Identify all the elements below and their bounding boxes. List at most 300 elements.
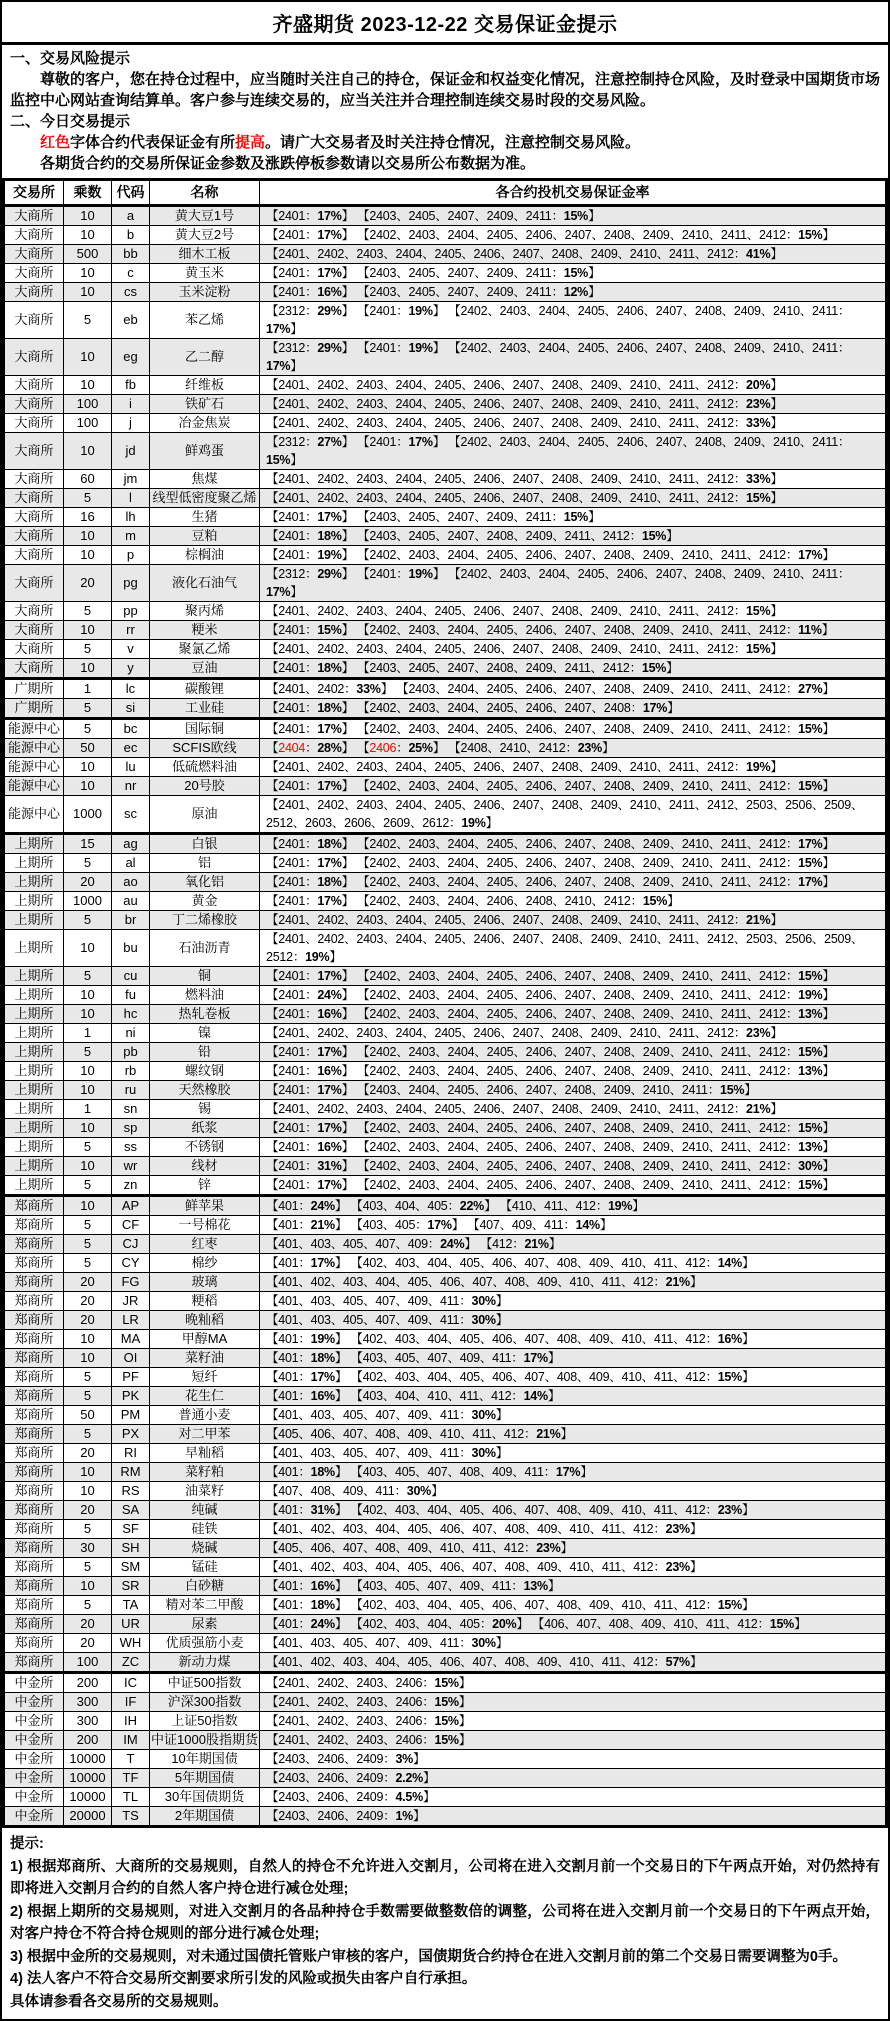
cell-multiplier: 60 (64, 470, 112, 489)
note-item-4: 4) 法人客户不符合交易所交割要求所引发的风险或损失由客户自行承担。 (10, 1971, 477, 1987)
cell-margin-rates: 【401：24%】 【402、403、404、405：20%】 【406、407、408、409、410、411、412：15%】 (260, 1615, 887, 1634)
cell-code: p (112, 546, 150, 565)
cell-margin-rates: 【2312：29%】 【2401：19%】 【2402、2403、2404、2405、2406、2407、2408、2409、2410、2411：17%】 (260, 302, 887, 339)
cell-exchange: 上期所 (4, 1081, 64, 1100)
cell-name: 聚氯乙烯 (150, 640, 260, 659)
cell-margin-rates: 【2401：17%】 【2403、2405、2407、2409、2411：15%】 (260, 508, 887, 527)
cell-name: 普通小麦 (150, 1406, 260, 1425)
cell-name: 新动力煤 (150, 1653, 260, 1673)
cell-exchange: 郑商所 (4, 1216, 64, 1235)
cell-code: AP (112, 1196, 150, 1216)
cell-name: 沪深300指数 (150, 1693, 260, 1712)
cell-multiplier: 50 (64, 1406, 112, 1425)
cell-name: 纯碱 (150, 1501, 260, 1520)
raised-margin-contract: 2404 (278, 741, 306, 755)
cell-multiplier: 10 (64, 1081, 112, 1100)
cell-margin-rates: 【2401：16%】 【2402、2403、2404、2405、2406、2407、2408、2409、2410、2411、2412：13%】 (260, 1005, 887, 1024)
cell-multiplier: 16 (64, 508, 112, 527)
cell-exchange: 上期所 (4, 1176, 64, 1196)
cell-code: nr (112, 777, 150, 796)
cell-exchange: 中金所 (4, 1769, 64, 1788)
table-row (4, 1615, 887, 1634)
table-row (4, 1157, 887, 1176)
table-row (4, 796, 887, 834)
cell-name: 聚丙烯 (150, 602, 260, 621)
cell-exchange: 郑商所 (4, 1501, 64, 1520)
cell-exchange: 大商所 (4, 433, 64, 470)
cell-code: rb (112, 1062, 150, 1081)
cell-name: 30年国债期货 (150, 1788, 260, 1807)
cell-multiplier: 20 (64, 565, 112, 602)
cell-margin-rates: 【401：17%】 【402、403、404、405、406、407、408、409、410、411、412：15%】 (260, 1368, 887, 1387)
cell-multiplier: 100 (64, 395, 112, 414)
cell-code: a (112, 206, 150, 226)
table-row (4, 1482, 887, 1501)
table-row (4, 1807, 887, 1827)
cell-margin-rates: 【2401：18%】 【2402、2403、2404、2405、2406、2407、2408：17%】 (260, 699, 887, 719)
cell-margin-rates: 【2401：18%】 【2402、2403、2404、2405、2406、2407、2408、2409、2410、2411、2412：17%】 (260, 834, 887, 854)
table-row (4, 1634, 887, 1653)
cell-multiplier: 10 (64, 1482, 112, 1501)
table-row (4, 433, 887, 470)
cell-code: TL (112, 1788, 150, 1807)
cell-code: ao (112, 873, 150, 892)
cell-multiplier: 300 (64, 1712, 112, 1731)
table-row (4, 1731, 887, 1750)
cell-exchange: 郑商所 (4, 1653, 64, 1673)
cell-code: pb (112, 1043, 150, 1062)
cell-name: 铝 (150, 854, 260, 873)
table-row (4, 1330, 887, 1349)
cell-code: WH (112, 1634, 150, 1653)
cell-margin-rates: 【401：18%】 【402、403、404、405、406、407、408、409、410、411、412：15%】 (260, 1596, 887, 1615)
cell-multiplier: 10 (64, 1005, 112, 1024)
cell-name: 棉纱 (150, 1254, 260, 1273)
cell-multiplier: 10 (64, 283, 112, 302)
cell-exchange: 上期所 (4, 873, 64, 892)
cell-margin-rates: 【401：24%】 【403、404、405：22%】 【410、411、412：19%】 (260, 1196, 887, 1216)
col-header-name: 名称 (150, 180, 260, 206)
table-row (4, 302, 887, 339)
cell-exchange: 大商所 (4, 546, 64, 565)
cell-multiplier: 5 (64, 1138, 112, 1157)
cell-exchange: 大商所 (4, 602, 64, 621)
cell-multiplier: 10 (64, 376, 112, 395)
cell-multiplier: 10 (64, 1062, 112, 1081)
cell-exchange: 郑商所 (4, 1196, 64, 1216)
cell-code: cs (112, 283, 150, 302)
cell-margin-rates: 【401：21%】 【403、405：17%】 【407、409、411：14%】 (260, 1216, 887, 1235)
cell-margin-rates: 【401、402、403、404、405、406、407、408、409、410、411、412：57%】 (260, 1653, 887, 1673)
table-row (4, 1693, 887, 1712)
table-row (4, 527, 887, 546)
cell-multiplier: 5 (64, 489, 112, 508)
cell-code: lc (112, 679, 150, 699)
cell-margin-rates: 【2401：18%】 【2402、2403、2404、2405、2406、2407、2408、2409、2410、2411、2412：17%】 (260, 873, 887, 892)
cell-code: bb (112, 245, 150, 264)
cell-multiplier: 20 (64, 873, 112, 892)
cell-exchange: 中金所 (4, 1731, 64, 1750)
cell-name: 精对苯二甲酸 (150, 1596, 260, 1615)
cell-name: 晚籼稻 (150, 1311, 260, 1330)
cell-code: SM (112, 1558, 150, 1577)
table-row (4, 640, 887, 659)
cell-exchange: 能源中心 (4, 719, 64, 739)
table-row (4, 1501, 887, 1520)
table-row (4, 621, 887, 640)
cell-exchange: 郑商所 (4, 1539, 64, 1558)
notes-tail: 具体请参看各交易所的交易规则。 (10, 1993, 228, 2010)
table-row (4, 1387, 887, 1406)
cell-name: 优质强筋小麦 (150, 1634, 260, 1653)
table-row (4, 911, 887, 930)
cell-exchange: 中金所 (4, 1673, 64, 1693)
cell-name: 尿素 (150, 1615, 260, 1634)
cell-name: 鲜苹果 (150, 1196, 260, 1216)
cell-code: zn (112, 1176, 150, 1196)
cell-margin-rates: 【407、408、409、411：30%】 (260, 1482, 887, 1501)
cell-name: 一号棉花 (150, 1216, 260, 1235)
cell-code: IH (112, 1712, 150, 1731)
table-row (4, 602, 887, 621)
cell-margin-rates: 【2401、2402、2403、2404、2405、2406、2407、2408、2409、2410、2411、2412：19%】 (260, 758, 887, 777)
cell-code: PX (112, 1425, 150, 1444)
cell-multiplier: 300 (64, 1693, 112, 1712)
cell-exchange: 上期所 (4, 986, 64, 1005)
cell-multiplier: 5 (64, 699, 112, 719)
cell-margin-rates: 【2312：27%】 【2401：17%】 【2402、2403、2404、2405、2406、2407、2408、2409、2410、2411：15%】 (260, 433, 887, 470)
cell-name: 白银 (150, 834, 260, 854)
cell-margin-rates: 【2401、2402、2403、2406：15%】 (260, 1693, 887, 1712)
risk-section-heading: 一、交易风险提示 (10, 50, 131, 67)
cell-multiplier: 5 (64, 1176, 112, 1196)
cell-multiplier: 100 (64, 414, 112, 433)
cell-exchange: 中金所 (4, 1750, 64, 1769)
cell-name: 生猪 (150, 508, 260, 527)
table-row (4, 1254, 887, 1273)
cell-exchange: 上期所 (4, 1157, 64, 1176)
cell-margin-rates: 【401：16%】 【403、404、410、411、412：14%】 (260, 1387, 887, 1406)
cell-name: 燃料油 (150, 986, 260, 1005)
table-row (4, 1444, 887, 1463)
cell-code: LR (112, 1311, 150, 1330)
intro-section (2, 45, 888, 178)
cell-exchange: 大商所 (4, 264, 64, 283)
cell-margin-rates: 【2401：17%】 【2402、2403、2404、2405、2406、2407、2408、2409、2410、2411、2412：15%】 (260, 967, 887, 986)
cell-exchange: 大商所 (4, 339, 64, 376)
table-row (4, 226, 887, 245)
cell-code: OI (112, 1349, 150, 1368)
cell-exchange: 郑商所 (4, 1634, 64, 1653)
cell-margin-rates: 【2401、2402、2403、2404、2405、2406、2407、2408、2409、2410、2411、2412：33%】 (260, 470, 887, 489)
table-row (4, 1100, 887, 1119)
cell-exchange: 上期所 (4, 911, 64, 930)
table-row (4, 395, 887, 414)
cell-code: lh (112, 508, 150, 527)
cell-exchange: 郑商所 (4, 1577, 64, 1596)
cell-name: 不锈钢 (150, 1138, 260, 1157)
cell-exchange: 上期所 (4, 1119, 64, 1138)
cell-multiplier: 20000 (64, 1807, 112, 1827)
cell-name: 螺纹钢 (150, 1062, 260, 1081)
cell-code: sn (112, 1100, 150, 1119)
cell-margin-rates: 【401、402、403、404、405、406、407、408、409、410、411、412：23%】 (260, 1558, 887, 1577)
cell-exchange: 大商所 (4, 527, 64, 546)
cell-code: si (112, 699, 150, 719)
cell-exchange: 郑商所 (4, 1406, 64, 1425)
table-row (4, 699, 887, 719)
cell-multiplier: 10 (64, 1330, 112, 1349)
table-row (4, 1311, 887, 1330)
cell-name: 白砂糖 (150, 1577, 260, 1596)
cell-multiplier: 10 (64, 1577, 112, 1596)
cell-code: RM (112, 1463, 150, 1482)
cell-exchange: 郑商所 (4, 1273, 64, 1292)
cell-margin-rates: 【2401：31%】 【2402、2403、2404、2405、2406、2407、2408、2409、2410、2411、2412：30%】 (260, 1157, 887, 1176)
cell-margin-rates: 【401、403、405、407、409、411：30%】 (260, 1444, 887, 1463)
cell-margin-rates: 【2401、2402、2403、2404、2405、2406、2407、2408、2409、2410、2411、2412：20%】 (260, 376, 887, 395)
cell-exchange: 郑商所 (4, 1520, 64, 1539)
cell-multiplier: 10 (64, 1349, 112, 1368)
cell-margin-rates: 【2401：24%】 【2402、2403、2404、2405、2406、2407、2408、2409、2410、2411、2412：19%】 (260, 986, 887, 1005)
table-row (4, 739, 887, 758)
cell-code: bu (112, 930, 150, 967)
cell-margin-rates: 【2401：16%】 【2403、2405、2407、2409、2411：12%】 (260, 283, 887, 302)
page-title: 齐盛期货 2023-12-22 交易保证金提示 (2, 2, 888, 45)
col-header-margin-rates: 各合约投机交易保证金率 (260, 180, 887, 206)
cell-margin-rates: 【2312：29%】 【2401：19%】 【2402、2403、2404、2405、2406、2407、2408、2409、2410、2411：17%】 (260, 339, 887, 376)
risk-paragraph: 尊敬的客户，您在持仓过程中，应当随时关注自己的持仓，保证金和权益变化情况，注意控制持仓风险，及时登录中国期货市场监控中心网站查询结算单。客户参与连续交易的，应当关注并合理控制连续交易时段的交易风险。 (10, 71, 881, 109)
cell-multiplier: 10 (64, 621, 112, 640)
cell-code: pp (112, 602, 150, 621)
cell-code: ec (112, 739, 150, 758)
table-row (4, 264, 887, 283)
cell-name: 玉米淀粉 (150, 283, 260, 302)
cell-exchange: 郑商所 (4, 1235, 64, 1254)
cell-margin-rates: 【401：19%】 【402、403、404、405、406、407、408、409、410、411、412：16%】 (260, 1330, 887, 1349)
cell-code: hc (112, 1005, 150, 1024)
cell-margin-rates: 【2401：17%】 【2402、2403、2404、2405、2406、2407、2408、2409、2410、2411、2412：15%】 (260, 854, 887, 873)
cell-multiplier: 200 (64, 1731, 112, 1750)
cell-margin-rates: 【401、402、403、404、405、406、407、408、409、410、411、412：23%】 (260, 1520, 887, 1539)
cell-exchange: 大商所 (4, 508, 64, 527)
table-row (4, 565, 887, 602)
cell-code: fu (112, 986, 150, 1005)
cell-exchange: 郑商所 (4, 1425, 64, 1444)
table-row (4, 1673, 887, 1693)
table-row (4, 1406, 887, 1425)
cell-code: SA (112, 1501, 150, 1520)
cell-exchange: 郑商所 (4, 1330, 64, 1349)
cell-multiplier: 5 (64, 911, 112, 930)
table-row (4, 1024, 887, 1043)
margin-rate-table (2, 178, 888, 1828)
cell-exchange: 大商所 (4, 621, 64, 640)
cell-margin-rates: 【2401：18%】 【2403、2405、2407、2408、2409、2411、2412：15%】 (260, 527, 887, 546)
cell-code: RS (112, 1482, 150, 1501)
note-item-3: 3) 根据中金所的交易规则，对未通过国债托管账户审核的客户，国债期货合约持仓在进入交割月前的第二个交易日需要调整为0手。 (10, 1948, 847, 1965)
cell-name: 铁矿石 (150, 395, 260, 414)
cell-name: 花生仁 (150, 1387, 260, 1406)
cell-code: jd (112, 433, 150, 470)
cell-name: 丁二烯橡胶 (150, 911, 260, 930)
cell-code: PF (112, 1368, 150, 1387)
cell-multiplier: 5 (64, 640, 112, 659)
table-row (4, 1062, 887, 1081)
cell-multiplier: 15 (64, 834, 112, 854)
cell-exchange: 广期所 (4, 699, 64, 719)
cell-name: 红枣 (150, 1235, 260, 1254)
cell-exchange: 上期所 (4, 1024, 64, 1043)
table-row (4, 339, 887, 376)
cell-name: 菜籽油 (150, 1349, 260, 1368)
cell-multiplier: 1000 (64, 796, 112, 834)
cell-margin-rates: 【2401、2402、2403、2404、2405、2406、2407、2408、2409、2410、2411、2412：33%】 (260, 414, 887, 433)
cell-margin-rates: 【2401：17%】 【2403、2405、2407、2409、2411：15%】 (260, 264, 887, 283)
cell-name: 铜 (150, 967, 260, 986)
table-row (4, 777, 887, 796)
cell-margin-rates: 【2401、2402、2403、2406：15%】 (260, 1731, 887, 1750)
table-row (4, 1368, 887, 1387)
cell-margin-rates: 【2401、2402、2403、2404、2405、2406、2407、2408、2409、2410、2411、2412：41%】 (260, 245, 887, 264)
cell-exchange: 中金所 (4, 1693, 64, 1712)
cell-margin-rates: 【401：18%】 【403、405、407、409、411：17%】 (260, 1349, 887, 1368)
cell-name: 上证50指数 (150, 1712, 260, 1731)
cell-code: fb (112, 376, 150, 395)
cell-multiplier: 1 (64, 1024, 112, 1043)
cell-name: 鲜鸡蛋 (150, 433, 260, 470)
red-highlight-text: 提高 (235, 134, 266, 151)
cell-code: pg (112, 565, 150, 602)
cell-multiplier: 50 (64, 739, 112, 758)
cell-code: sp (112, 1119, 150, 1138)
cell-name: 锌 (150, 1176, 260, 1196)
cell-name: 20号胶 (150, 777, 260, 796)
table-row (4, 376, 887, 395)
cell-multiplier: 5 (64, 1558, 112, 1577)
cell-code: TS (112, 1807, 150, 1827)
cell-exchange: 上期所 (4, 1062, 64, 1081)
footer-notes (2, 1828, 888, 2019)
cell-multiplier: 10 (64, 226, 112, 245)
cell-exchange: 郑商所 (4, 1558, 64, 1577)
table-row (4, 1176, 887, 1196)
cell-multiplier: 5 (64, 602, 112, 621)
cell-margin-rates: 【401、403、405、407、409、411：30%】 (260, 1292, 887, 1311)
cell-code: j (112, 414, 150, 433)
cell-code: IF (112, 1693, 150, 1712)
cell-multiplier: 20 (64, 1444, 112, 1463)
cell-code: wr (112, 1157, 150, 1176)
cell-multiplier: 10 (64, 777, 112, 796)
cell-exchange: 郑商所 (4, 1349, 64, 1368)
table-row (4, 283, 887, 302)
table-row (4, 1292, 887, 1311)
cell-multiplier: 5 (64, 1425, 112, 1444)
cell-multiplier: 10 (64, 1119, 112, 1138)
cell-code: ag (112, 834, 150, 854)
table-row (4, 489, 887, 508)
cell-exchange: 大商所 (4, 395, 64, 414)
cell-code: CF (112, 1216, 150, 1235)
table-row (4, 1712, 887, 1731)
cell-code: au (112, 892, 150, 911)
table-row (4, 1750, 887, 1769)
cell-code: IM (112, 1731, 150, 1750)
cell-margin-rates: 【2401：16%】 【2402、2403、2404、2405、2406、2407、2408、2409、2410、2411、2412：13%】 (260, 1062, 887, 1081)
cell-exchange: 上期所 (4, 1005, 64, 1024)
cell-multiplier: 5 (64, 719, 112, 739)
cell-multiplier: 10 (64, 1157, 112, 1176)
cell-multiplier: 20 (64, 1292, 112, 1311)
cell-multiplier: 10 (64, 758, 112, 777)
cell-name: 菜籽粕 (150, 1463, 260, 1482)
cell-exchange: 能源中心 (4, 796, 64, 834)
cell-code: i (112, 395, 150, 414)
cell-code: SR (112, 1577, 150, 1596)
cell-exchange: 大商所 (4, 640, 64, 659)
table-row (4, 1539, 887, 1558)
cell-multiplier: 20 (64, 1273, 112, 1292)
cell-name: 镍 (150, 1024, 260, 1043)
cell-margin-rates: 【2401、2402、2403、2404、2405、2406、2407、2408、2409、2410、2411、2412、2503、2506、2509、2512、2603、2606、2609、2612：19%】 (260, 796, 887, 834)
cell-margin-rates: 【405、406、407、408、409、410、411、412：21%】 (260, 1425, 887, 1444)
table-row (4, 719, 887, 739)
cell-name: 棕榈油 (150, 546, 260, 565)
table-row (4, 1216, 887, 1235)
table-row (4, 1043, 887, 1062)
cell-margin-rates: 【2401：17%】 【2402、2403、2404、2405、2406、2407、2408、2409、2410、2411、2412：15%】 (260, 777, 887, 796)
cell-multiplier: 100 (64, 1653, 112, 1673)
cell-exchange: 郑商所 (4, 1615, 64, 1634)
cell-multiplier: 1 (64, 1100, 112, 1119)
cell-code: jm (112, 470, 150, 489)
table-row (4, 758, 887, 777)
table-row (4, 508, 887, 527)
cell-name: 石油沥青 (150, 930, 260, 967)
cell-name: 线材 (150, 1157, 260, 1176)
cell-name: 线型低密度聚乙烯 (150, 489, 260, 508)
cell-name: 黄大豆1号 (150, 206, 260, 226)
cell-code: eb (112, 302, 150, 339)
cell-exchange: 大商所 (4, 245, 64, 264)
table-row (4, 1596, 887, 1615)
cell-margin-rates: 【401、403、405、407、409、411：30%】 (260, 1406, 887, 1425)
table-row (4, 1463, 887, 1482)
table-row (4, 1558, 887, 1577)
cell-exchange: 郑商所 (4, 1387, 64, 1406)
cell-name: 中证1000股指期货 (150, 1731, 260, 1750)
cell-code: ZC (112, 1653, 150, 1673)
cell-exchange: 郑商所 (4, 1482, 64, 1501)
col-header-exchange: 交易所 (4, 180, 64, 206)
cell-name: 2年期国债 (150, 1807, 260, 1827)
cell-code: PM (112, 1406, 150, 1425)
cell-multiplier: 10000 (64, 1788, 112, 1807)
cell-multiplier: 5 (64, 1368, 112, 1387)
cell-exchange: 上期所 (4, 854, 64, 873)
note-item-2: 2) 根据上期所的交易规则，对进入交割月的各品种持仓手数需要做整数倍的调整，公司将在进入交割月前一个交易日的下午两点开始，对客户持仓不符合持仓规则的部分进行减仓处理; (10, 1903, 880, 1942)
table-row (4, 986, 887, 1005)
table-row (4, 470, 887, 489)
cell-multiplier: 10 (64, 527, 112, 546)
cell-margin-rates: 【2401：17%】 【2402、2403、2404、2405、2406、2407、2408、2409、2410、2411、2412：15%】 (260, 1119, 887, 1138)
cell-margin-rates: 【405、406、407、408、409、410、411、412：23%】 (260, 1539, 887, 1558)
cell-exchange: 上期所 (4, 1138, 64, 1157)
cell-name: 10年期国债 (150, 1750, 260, 1769)
cell-margin-rates: 【2401：19%】 【2402、2403、2404、2405、2406、2407、2408、2409、2410、2411、2412：17%】 (260, 546, 887, 565)
cell-name: 细木工板 (150, 245, 260, 264)
